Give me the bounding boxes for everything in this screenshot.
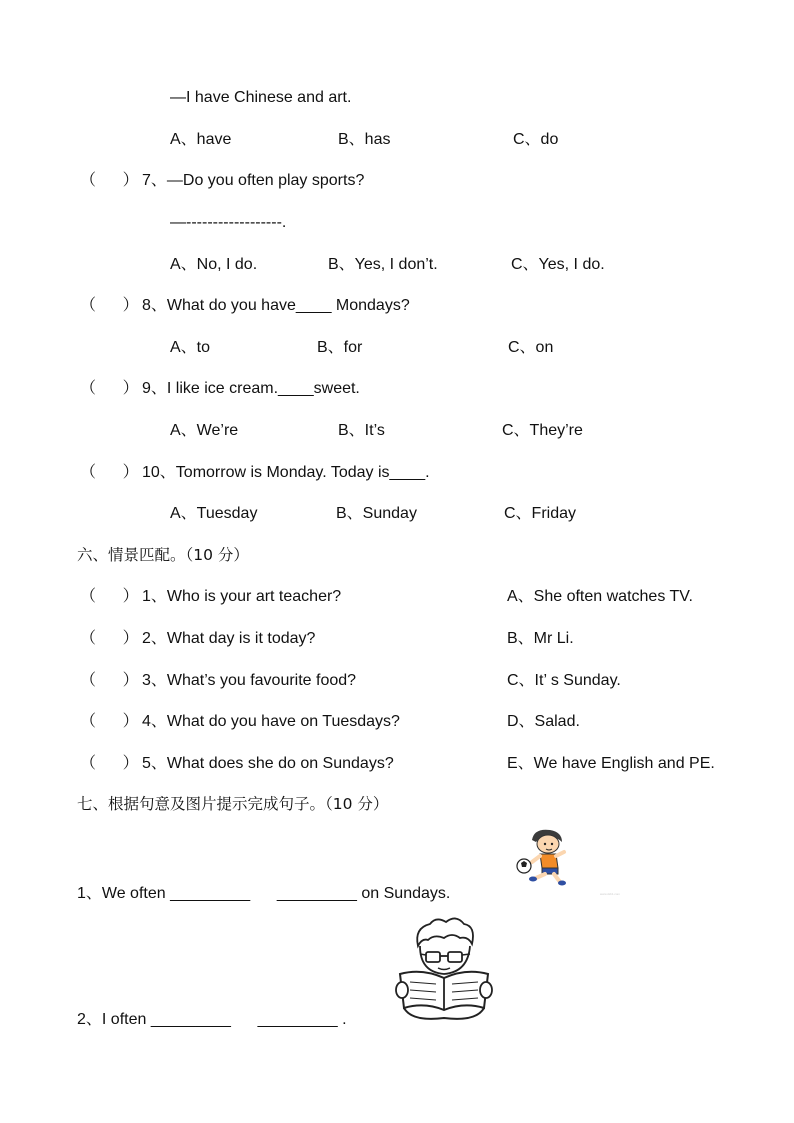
q6-option-b: B、has: [338, 131, 391, 148]
q6-option-a: A、have: [170, 131, 232, 148]
picture-watermark: www.xkb1.com: [600, 892, 621, 896]
match5-answer: E、We have English and PE.: [507, 755, 715, 772]
match2-question: 2、What day is it today?: [142, 630, 316, 647]
match3-answer-bracket[interactable]: （ ）: [80, 672, 139, 689]
boy-reading-book-icon: [372, 910, 526, 1026]
q10-question: 10、Tomorrow is Monday. Today is____.: [142, 464, 430, 481]
match5-answer-bracket[interactable]: （ ）: [80, 755, 139, 772]
match2-answer: B、Mr Li.: [507, 630, 574, 647]
q8-option-a: A、to: [170, 339, 211, 356]
match4-question: 4、What do you have on Tuesdays?: [142, 713, 400, 730]
q10-option-a: A、Tuesday: [170, 505, 258, 522]
q9-option-c: C、They’re: [502, 422, 583, 439]
q9-option-b: B、It’s: [338, 422, 385, 439]
match3-answer: C、It’ s Sunday.: [507, 672, 621, 689]
q8-question: 8、What do you have____ Mondays?: [142, 297, 410, 314]
boy-playing-football-icon: [512, 826, 576, 888]
sentence2: 2、I often _________ _________ .: [77, 1011, 347, 1028]
q9-option-a: A、We’re: [170, 422, 239, 439]
q8-option-c: C、on: [508, 339, 554, 356]
q10-option-c: C、Friday: [504, 505, 577, 522]
q8-answer-bracket[interactable]: （ ）: [80, 297, 139, 314]
q8-option-b: B、for: [317, 339, 363, 356]
q10-answer-bracket[interactable]: （ ）: [80, 464, 139, 481]
match1-question: 1、Who is your art teacher?: [142, 588, 342, 605]
match4-answer: D、Salad.: [507, 713, 580, 730]
q10-option-b: B、Sunday: [336, 505, 417, 522]
q9-question: 9、I like ice cream.____sweet.: [142, 380, 360, 397]
match3-question: 3、What’s you favourite food?: [142, 672, 357, 689]
sentence1: 1、We often _________ _________ on Sundays.: [77, 885, 451, 902]
q7-option-c: C、Yes, I do.: [511, 256, 605, 273]
match1-answer-bracket[interactable]: （ ）: [80, 588, 139, 605]
q6-option-c: C、do: [513, 131, 559, 148]
match5-question: 5、What does she do on Sundays?: [142, 755, 394, 772]
match2-answer-bracket[interactable]: （ ）: [80, 630, 139, 647]
q7-answer-line: —------------------.: [170, 214, 287, 231]
q7-option-b: B、Yes, I don’t.: [328, 256, 438, 273]
q7-option-a: A、No, I do.: [170, 256, 258, 273]
match1-answer: A、She often watches TV.: [507, 588, 693, 605]
section6-title: 六、情景匹配。（10 分）: [77, 546, 249, 564]
section7-title: 七、根据句意及图片提示完成句子。（10 分）: [77, 795, 389, 813]
match4-answer-bracket[interactable]: （ ）: [80, 713, 139, 730]
q9-answer-bracket[interactable]: （ ）: [80, 380, 139, 397]
q7-answer-bracket[interactable]: （ ）: [80, 172, 139, 189]
q7-question: 7、—Do you often play sports?: [142, 172, 365, 189]
q6-answer-line: —I have Chinese and art.: [170, 89, 352, 106]
